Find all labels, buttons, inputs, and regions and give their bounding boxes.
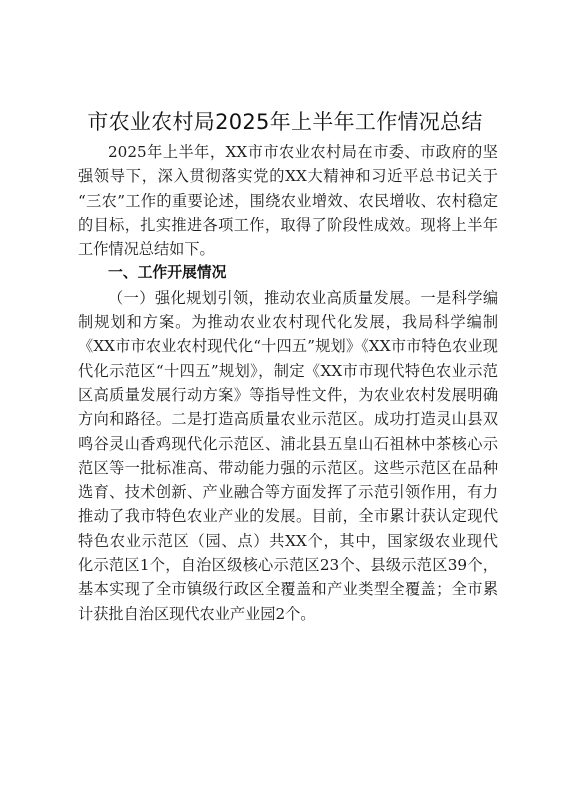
paragraph-line: “三农”工作的重要论述，围绕农业增效、农民增收、农村稳定 [78, 191, 498, 210]
paragraph-line: 化示范区1个，自治区级核心示范区23个、县级示范区39个， [78, 556, 498, 575]
paragraph-line: 范区等一批标准高、带动能力强的示范区。这些示范区在品种 [78, 458, 498, 477]
paragraph-line: 《XX市市农业农村现代化“十四五”规划》《XX市市特色农业现 [78, 337, 498, 356]
paragraph-line: 的目标，扎实推进各项工作，取得了阶段性成效。现将上半年 [78, 215, 498, 234]
paragraph-line: 2025年上半年，XX市市农业农村局在市委、市政府的坚 [108, 143, 498, 161]
paragraph-line: 区高质量发展行动方案》等指导性文件，为农业农村发展明确 [78, 385, 498, 404]
paragraph-line: 代化示范区“十四五”规划》，制定《XX市市现代特色农业示范 [78, 361, 498, 380]
document-body [78, 140, 498, 626]
paragraph-line: 制规划和方案。为推动农业农村现代化发展，我局科学编制 [78, 313, 498, 332]
paragraph-line: 鸣谷灵山香鸡现代化示范区、浦北县五皇山石祖林中茶核心示 [78, 434, 498, 453]
paragraph-line: （一）强化规划引领，推动农业高质量发展。一是科学编 [108, 288, 498, 307]
document-title: 市农业农村局2025年上半年工作情况总结 [87, 110, 483, 134]
paragraph-line: 方向和路径。二是打造高质量农业示范区。成功打造灵山县双 [78, 410, 498, 429]
paragraph-line: 选育、技术创新、产业融合等方面发挥了示范引领作用，有力 [78, 483, 498, 502]
paragraph-line: 计获批自治区现代农业产业园2个。 [78, 604, 316, 623]
paragraph-line: 基本实现了全市镇级行政区全覆盖和产业类型全覆盖；全市累 [78, 580, 498, 599]
section-heading: 一、工作开展情况 [108, 264, 227, 282]
paragraph-line: 特色农业示范区（园、点）共XX个，其中，国家级农业现代 [78, 531, 498, 550]
paragraph-line: 工作情况总结如下。 [78, 240, 215, 259]
paragraph-line: 推动了我市特色农业产业的发展。目前，全市累计获认定现代 [78, 507, 498, 526]
paragraph-line: 强领导下，深入贯彻落实党的XX大精神和习近平总书记关于 [78, 167, 498, 186]
